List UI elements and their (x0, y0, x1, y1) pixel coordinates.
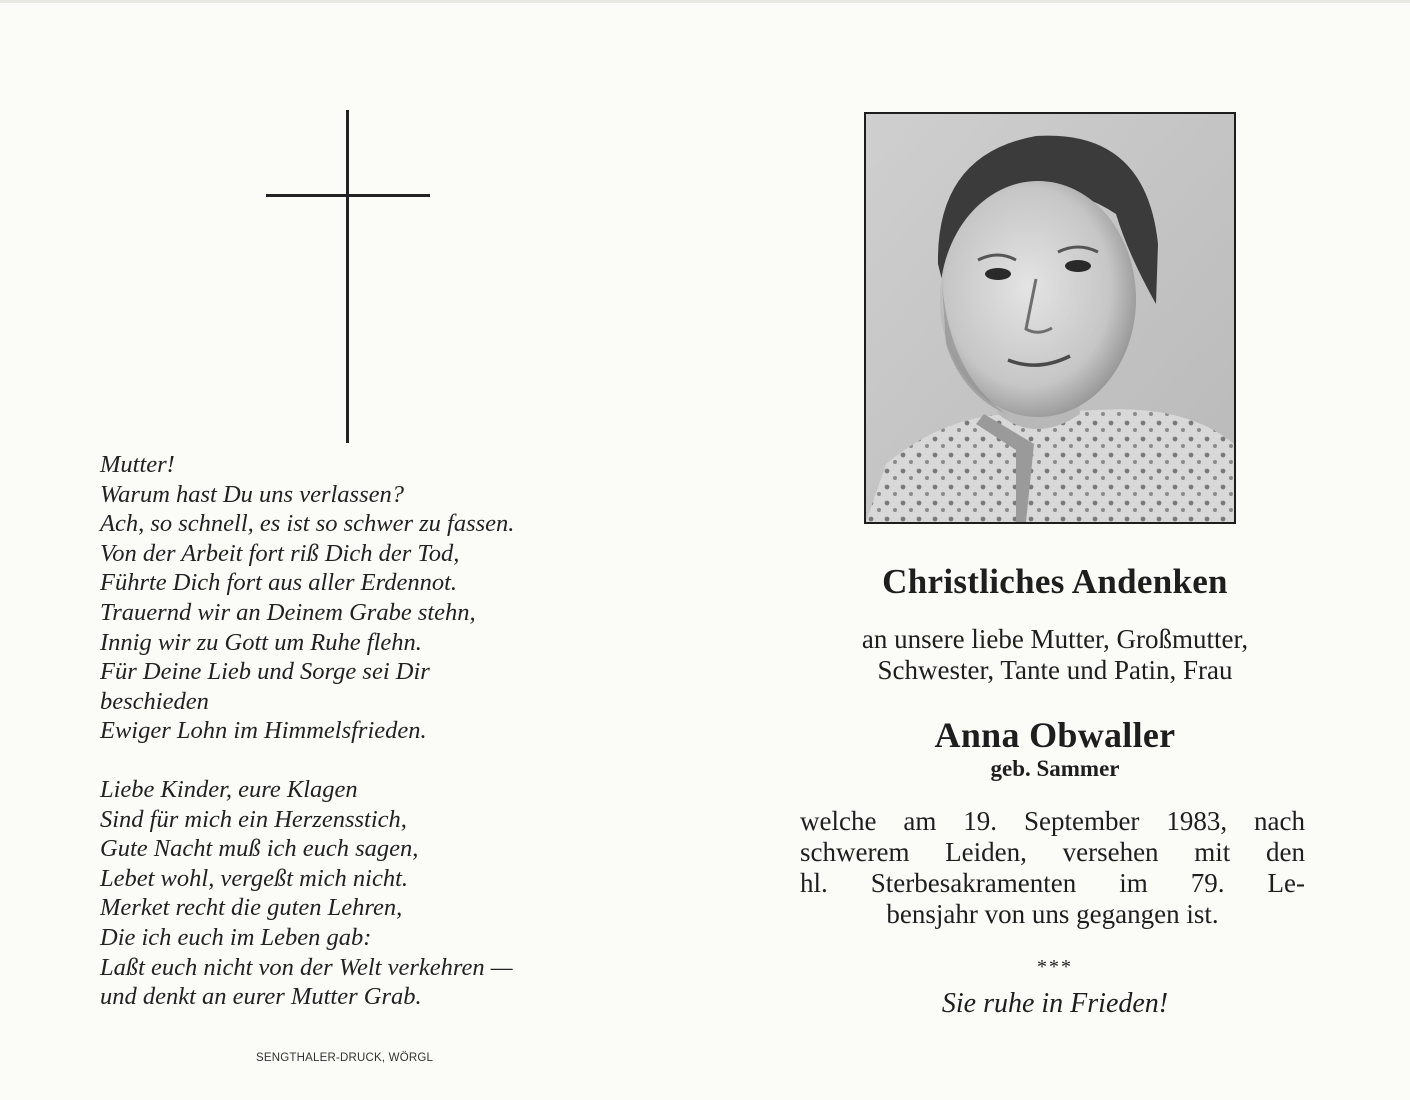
poem-line: Sind für mich ein Herzensstich, (100, 805, 407, 833)
poem-line: Lebet wohl, vergeßt mich nicht. (100, 864, 408, 892)
details-line: hl. Sterbesakramenten im 79. Le- (800, 868, 1305, 898)
poem-line: Gute Nacht muß ich euch sagen, (100, 835, 419, 863)
deceased-name: Anna Obwaller (934, 715, 1176, 755)
details-line: schwerem Leiden, versehen mit den (800, 837, 1305, 867)
poem-line: Die ich euch im Leben gab: (100, 923, 372, 951)
poem-line: Innig wir zu Gott um Ruhe flehn. (100, 628, 422, 656)
cross-vertical-bar (346, 110, 349, 443)
card-heading: Christliches Andenken (882, 562, 1228, 601)
poem (100, 450, 660, 1012)
details-line: welche am 19. September 1983, nach (800, 806, 1305, 836)
poem-line: Führte Dich fort aus aller Erdennot. (100, 569, 458, 597)
poem-line: Liebe Kinder, eure Klagen (100, 775, 358, 803)
intro-line: an unsere liebe Mutter, Großmutter, (861, 624, 1249, 654)
poem-line: beschieden (100, 687, 209, 715)
poem-line: Trauernd wir an Deinem Grabe stehn, (100, 598, 476, 626)
poem-line: Von der Arbeit fort riß Dich der Tod, (100, 539, 460, 567)
poem-line: Ewiger Lohn im Himmelsfrieden. (100, 717, 427, 745)
details-line: bensjahr von uns gegangen ist. (886, 899, 1219, 929)
stanza-gap (100, 746, 660, 775)
printer-imprint: SENGTHALER-DRUCK, WÖRGL (256, 1052, 434, 1064)
intro-line: Schwester, Tante und Patin, Frau (877, 655, 1233, 685)
poem-line: Mutter! (100, 451, 175, 478)
portrait-photo (864, 112, 1236, 524)
cross-horizontal-bar (266, 194, 430, 197)
poem-line: Laßt euch nicht von der Welt verkehren — (100, 953, 513, 981)
death-details (800, 806, 1305, 930)
maiden-name: geb. Sammer (990, 756, 1120, 781)
poem-line: Ach, so schnell, es ist so schwer zu fassen. (100, 510, 515, 538)
poem-line: Warum hast Du uns verlassen? (100, 480, 404, 508)
separator-stars: *** (1037, 956, 1073, 978)
poem-line: Für Deine Lieb und Sorge sei Dir (100, 658, 430, 686)
intro-text (790, 624, 1320, 686)
closing-phrase: Sie ruhe in Frieden! (941, 988, 1169, 1019)
card-edge (0, 0, 1410, 3)
poem-line: Merket recht die guten Lehren, (100, 894, 403, 922)
poem-line: und denkt an eurer Mutter Grab. (100, 983, 422, 1011)
